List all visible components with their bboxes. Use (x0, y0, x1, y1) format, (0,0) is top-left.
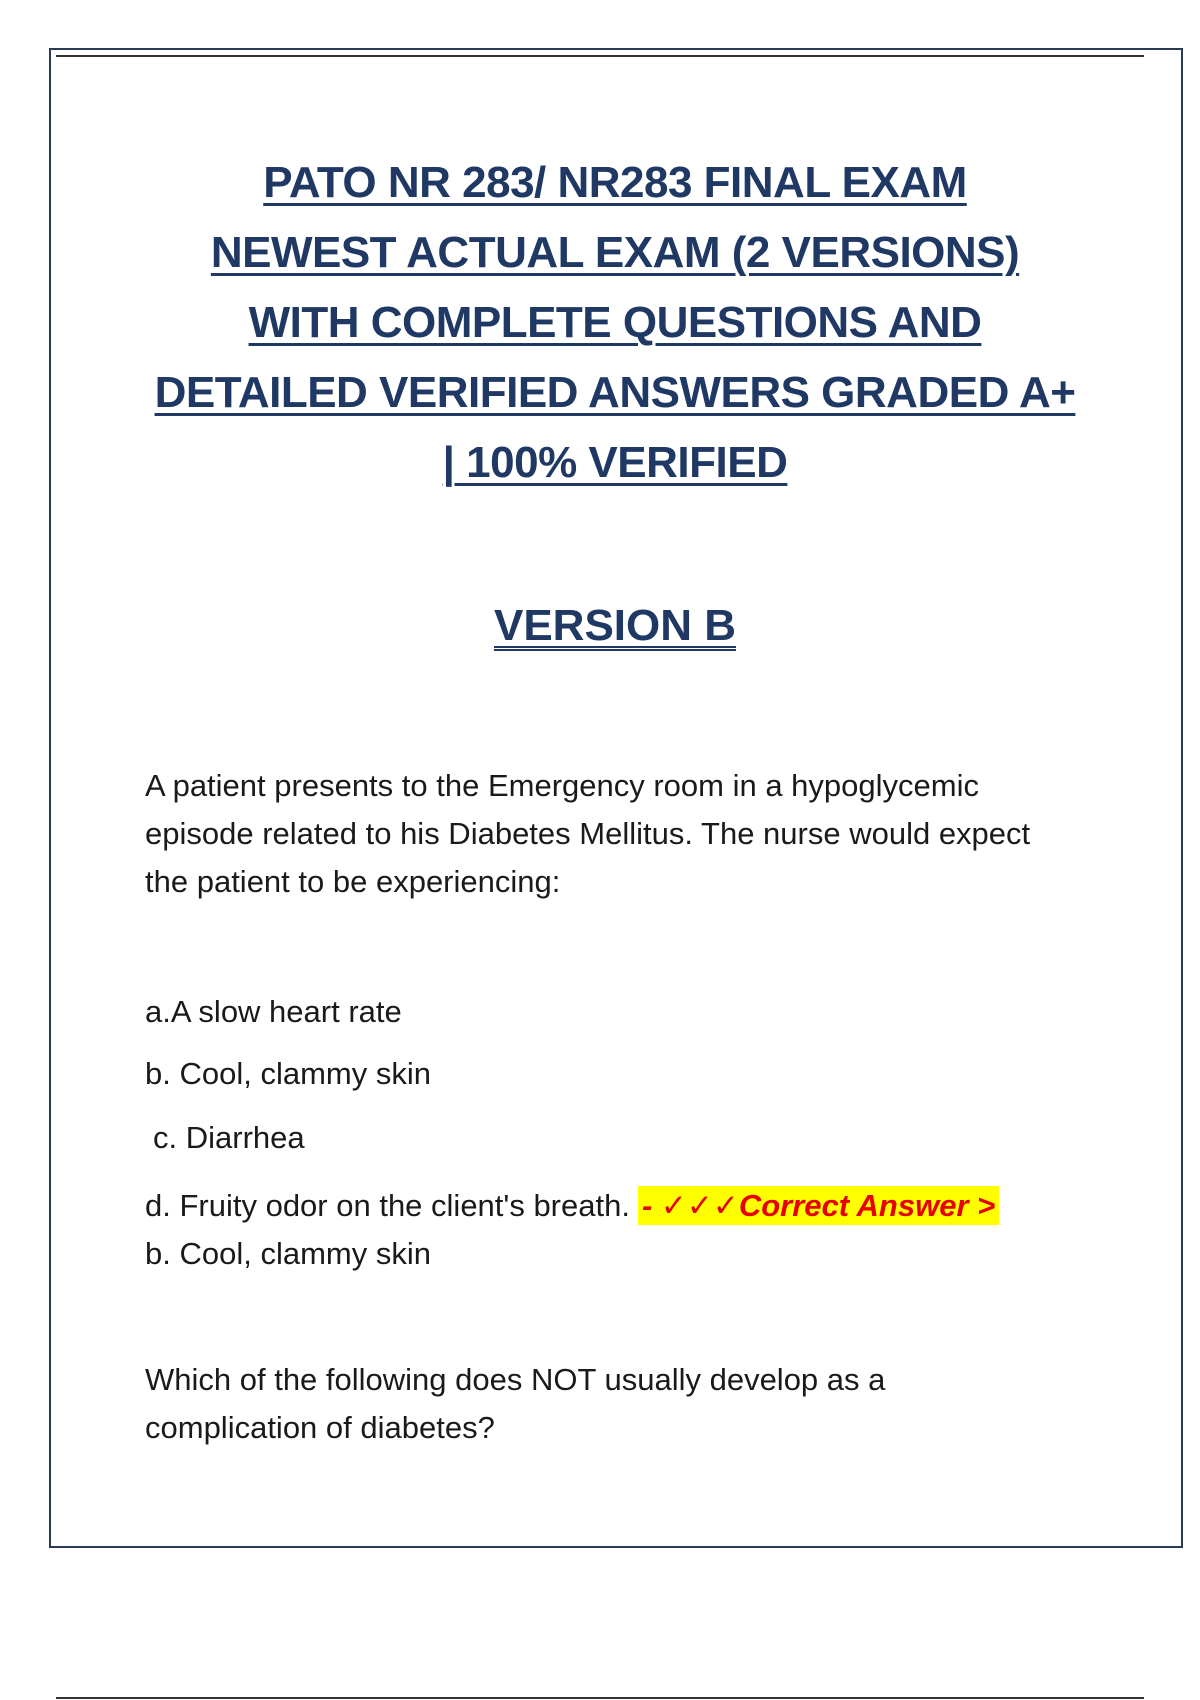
question-2-text: Which of the following does NOT usually develop as a complication of diabetes? (145, 1362, 886, 1445)
question-1-option-b: b. Cool, clammy skin (145, 1056, 431, 1091)
title-line-4: DETAILED VERIFIED ANSWERS GRADED A+ (154, 368, 1076, 417)
document-title (100, 148, 1130, 498)
question-1-option-d-row (145, 1184, 999, 1228)
version-heading-block (100, 598, 1130, 654)
question-1-text: A patient presents to the Emergency room in a hypoglycemic episode related to his Diabetes Mellitus. The nurse would expect the patient to be experiencing: (145, 768, 1031, 899)
question-1-option-c: c. Diarrhea (153, 1120, 305, 1155)
title-line-1: PATO NR 283/ NR283 FINAL EXAM (263, 158, 967, 207)
question-1-correct-answer: b. Cool, clammy skin (145, 1236, 431, 1271)
question-1-option-a: a.A slow heart rate (145, 994, 402, 1029)
title-line-2: NEWEST ACTUAL EXAM (2 VERSIONS) (210, 228, 1020, 277)
version-heading: VERSION B (493, 601, 737, 650)
bottom-rule (56, 1697, 1144, 1699)
title-line-3: WITH COMPLETE QUESTIONS AND (248, 298, 982, 347)
correct-answer-marker: - ✓✓✓Correct Answer > (638, 1186, 999, 1225)
title-line-5: | 100% VERIFIED (442, 438, 788, 487)
question-1-option-d: d. Fruity odor on the client's breath. (145, 1188, 630, 1223)
